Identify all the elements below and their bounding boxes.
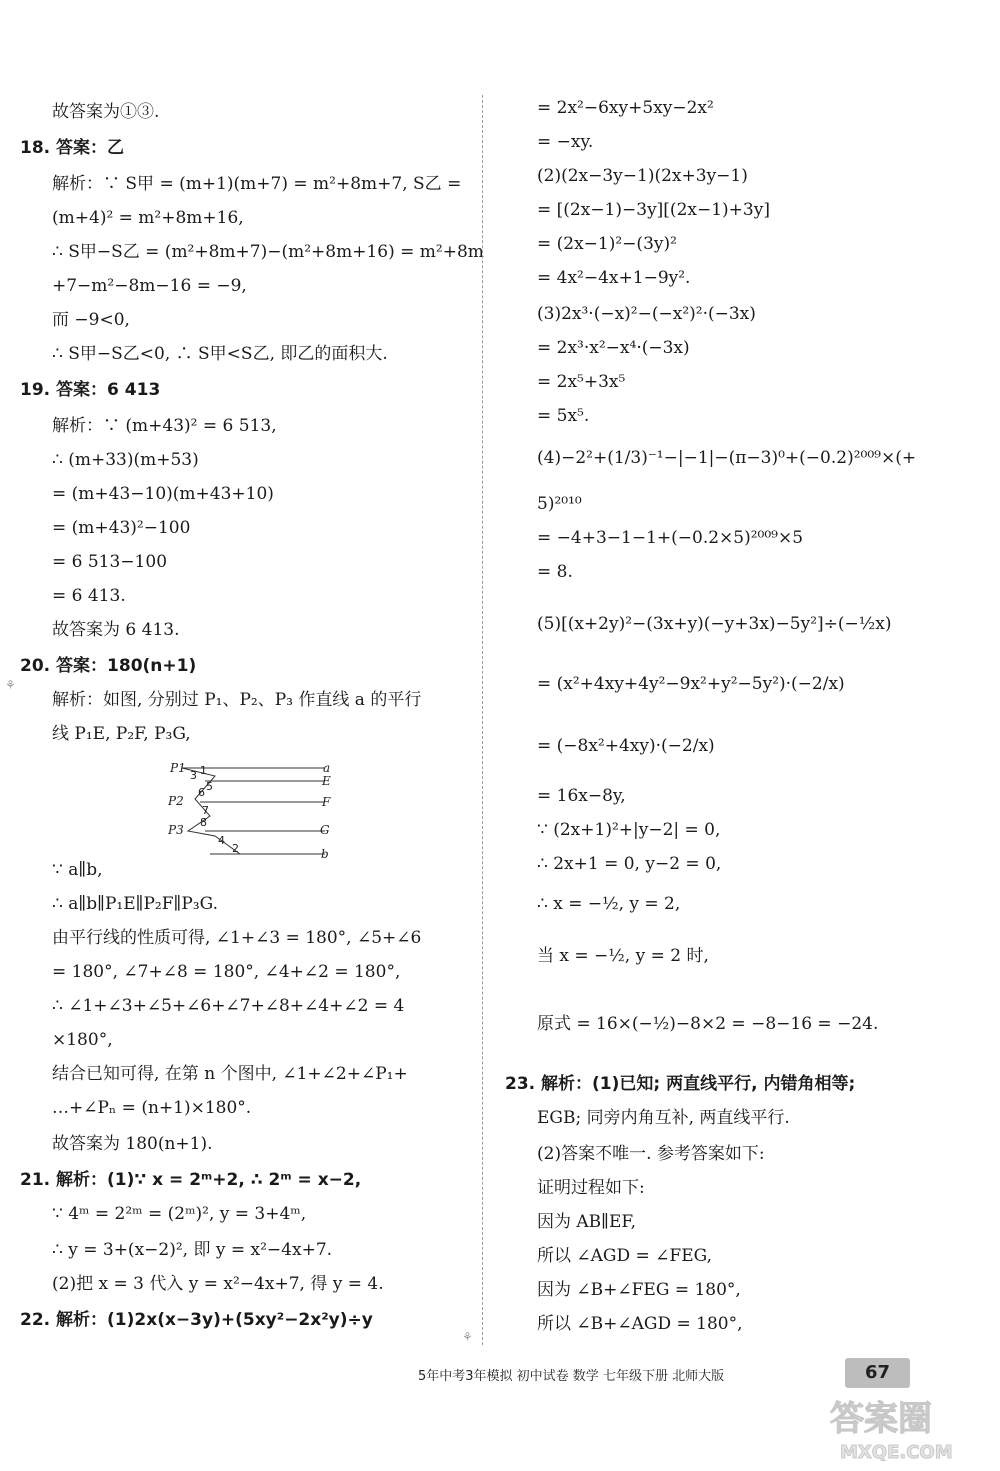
text-line: 19. 答案：6 413	[20, 380, 161, 400]
binding-mark: ⚘	[462, 1330, 473, 1344]
text-line: ∴ a∥b∥P₁E∥P₂F∥P₃G.	[52, 894, 218, 914]
text-line: = (2x−1)²−(3y)²	[537, 234, 677, 254]
text-line: 线 P₁E, P₂F, P₃G,	[52, 724, 191, 744]
text-line: ∴ y = 3+(x−2)², 即 y = x²−4x+7.	[52, 1240, 333, 1260]
text-line: ∵ (2x+1)²+|y−2| = 0,	[537, 820, 721, 840]
text-line: 23. 解析：(1)已知; 两直线平行, 内错角相等;	[505, 1074, 856, 1094]
column-divider	[482, 95, 483, 1345]
text-line: ∴ S甲−S乙<0, ∴ S甲<S乙, 即乙的面积大.	[52, 344, 388, 364]
fig-angle-6: 6	[198, 786, 205, 799]
fig-label-b: b	[321, 847, 329, 861]
fig-label-f: F	[322, 795, 331, 809]
text-line: = 6 513−100	[52, 552, 168, 572]
text-line: (5)[(x+2y)²−(3x+y)(−y+3x)−5y²]÷(−½x)	[537, 614, 892, 634]
text-line: ∵ a∥b,	[52, 860, 103, 880]
fig-angle-7: 7	[202, 804, 209, 817]
text-line: 21. 解析：(1)∵ x = 2ᵐ+2, ∴ 2ᵐ = x−2,	[20, 1170, 362, 1190]
text-line: ∴ (m+33)(m+53)	[52, 450, 199, 470]
fig-angle-1: 1	[200, 764, 207, 777]
text-line: 故答案为 6 413.	[52, 620, 180, 640]
text-line: 因为 ∠B+∠FEG = 180°,	[537, 1280, 741, 1300]
text-line: 22. 解析：(1)2x(x−3y)+(5xy²−2x²y)÷y	[20, 1310, 373, 1330]
text-line: 解析：如图, 分别过 P₁、P₂、P₃ 作直线 a 的平行	[52, 690, 422, 710]
text-line: 解析：∵ S甲 = (m+1)(m+7) = m²+8m+7, S乙 =	[52, 174, 462, 194]
text-line: (m+4)² = m²+8m+16,	[52, 208, 244, 228]
text-line: ×180°,	[52, 1030, 113, 1050]
text-line: = (x²+4xy+4y²−9x²+y²−5y²)·(−2/x)	[537, 674, 845, 694]
watermark-url: MXQE.COM	[840, 1442, 953, 1463]
text-line: 解析：∵ (m+43)² = 6 513,	[52, 416, 277, 436]
fig-label-g: G	[320, 823, 330, 837]
fig-angle-5: 5	[206, 780, 213, 793]
footer-series: 5年中考3年模拟 初中试卷 数学 七年级下册 北师大版	[418, 1369, 725, 1384]
text-line: 原式 = 16×(−½)−8×2 = −8−16 = −24.	[537, 1014, 879, 1034]
fig-angle-3: 3	[190, 769, 197, 782]
text-line: 当 x = −½, y = 2 时,	[537, 946, 709, 966]
text-line: ∴ x = −½, y = 2,	[537, 894, 681, 914]
text-line: (3)2x³·(−x)²−(−x²)²·(−3x)	[537, 304, 756, 324]
text-line: = 6 413.	[52, 586, 126, 606]
text-line: = −xy.	[537, 132, 594, 152]
text-line: (2)答案不唯一. 参考答案如下:	[537, 1144, 765, 1164]
text-line: = 2x⁵+3x⁵	[537, 372, 626, 392]
text-line: 结合已知可得, 在第 n 个图中, ∠1+∠2+∠P₁+	[52, 1064, 408, 1084]
text-line: ∴ S甲−S乙 = (m²+8m+7)−(m²+8m+16) = m²+8m	[52, 242, 484, 262]
text-line: = 8.	[537, 562, 573, 582]
text-line: = 4x²−4x+1−9y².	[537, 268, 691, 288]
parallel-lines-figure	[160, 666, 340, 866]
text-line: (2)(2x−3y−1)(2x+3y−1)	[537, 166, 748, 186]
fig-angle-2: 2	[232, 842, 239, 855]
text-line: …+∠Pₙ = (n+1)×180°.	[52, 1098, 252, 1118]
text-line: 而 −9<0,	[52, 310, 130, 330]
text-line: 18. 答案：乙	[20, 138, 125, 158]
text-line: = 16x−8y,	[537, 786, 626, 806]
fig-label-a: a	[323, 761, 331, 775]
text-line: = (−8x²+4xy)·(−2/x)	[537, 736, 715, 756]
text-line: 所以 ∠AGD = ∠FEG,	[537, 1246, 713, 1266]
text-line: ∴ ∠1+∠3+∠5+∠6+∠7+∠8+∠4+∠2 = 4	[52, 996, 405, 1016]
text-line: 故答案为 180(n+1).	[52, 1134, 213, 1154]
text-line: = 2x³·x²−x⁴·(−3x)	[537, 338, 690, 358]
fig-label-p1: P1	[170, 761, 186, 775]
text-line: = (m+43)²−100	[52, 518, 191, 538]
fig-label-e: E	[322, 774, 331, 788]
text-line: +7−m²−8m−16 = −9,	[52, 276, 247, 296]
fig-angle-4: 4	[218, 834, 225, 847]
text-line: = 180°, ∠7+∠8 = 180°, ∠4+∠2 = 180°,	[52, 962, 401, 982]
text-line: 所以 ∠B+∠AGD = 180°,	[537, 1314, 743, 1334]
text-line: ∴ 2x+1 = 0, y−2 = 0,	[537, 854, 722, 874]
text-line: 因为 AB∥EF,	[537, 1212, 636, 1232]
binding-mark: ⚘	[5, 678, 16, 692]
text-line: = [(2x−1)−3y][(2x−1)+3y]	[537, 200, 770, 220]
watermark-title: 答案圈	[830, 1399, 932, 1439]
text-line: = (m+43−10)(m+43+10)	[52, 484, 274, 504]
fig-angle-8: 8	[200, 816, 207, 829]
text-line: 故答案为①③.	[52, 102, 160, 122]
watermark-logo	[820, 1390, 990, 1465]
text-line: = 2x²−6xy+5xy−2x²	[537, 98, 714, 118]
text-line: 证明过程如下:	[537, 1178, 645, 1198]
text-line: 20. 答案：180(n+1)	[20, 656, 197, 676]
fig-label-p2: P2	[168, 794, 184, 808]
page-number: 67	[845, 1358, 910, 1388]
text-line: 由平行线的性质可得, ∠1+∠3 = 180°, ∠5+∠6	[52, 928, 422, 948]
text-line: = −4+3−1−1+(−0.2×5)²⁰⁰⁹×5	[537, 528, 804, 548]
text-line: ∵ 4ᵐ = 2²ᵐ = (2ᵐ)², y = 3+4ᵐ,	[52, 1204, 307, 1224]
text-line: (4)−2²+(1/3)⁻¹−|−1|−(π−3)⁰+(−0.2)²⁰⁰⁹×(+	[537, 448, 917, 468]
fig-label-p3: P3	[168, 823, 184, 837]
text-line: (2)把 x = 3 代入 y = x²−4x+7, 得 y = 4.	[52, 1274, 384, 1294]
text-line: = 5x⁵.	[537, 406, 590, 426]
text-line: EGB; 同旁内角互补, 两直线平行.	[537, 1108, 790, 1128]
text-line: 5)²⁰¹⁰	[537, 494, 582, 514]
